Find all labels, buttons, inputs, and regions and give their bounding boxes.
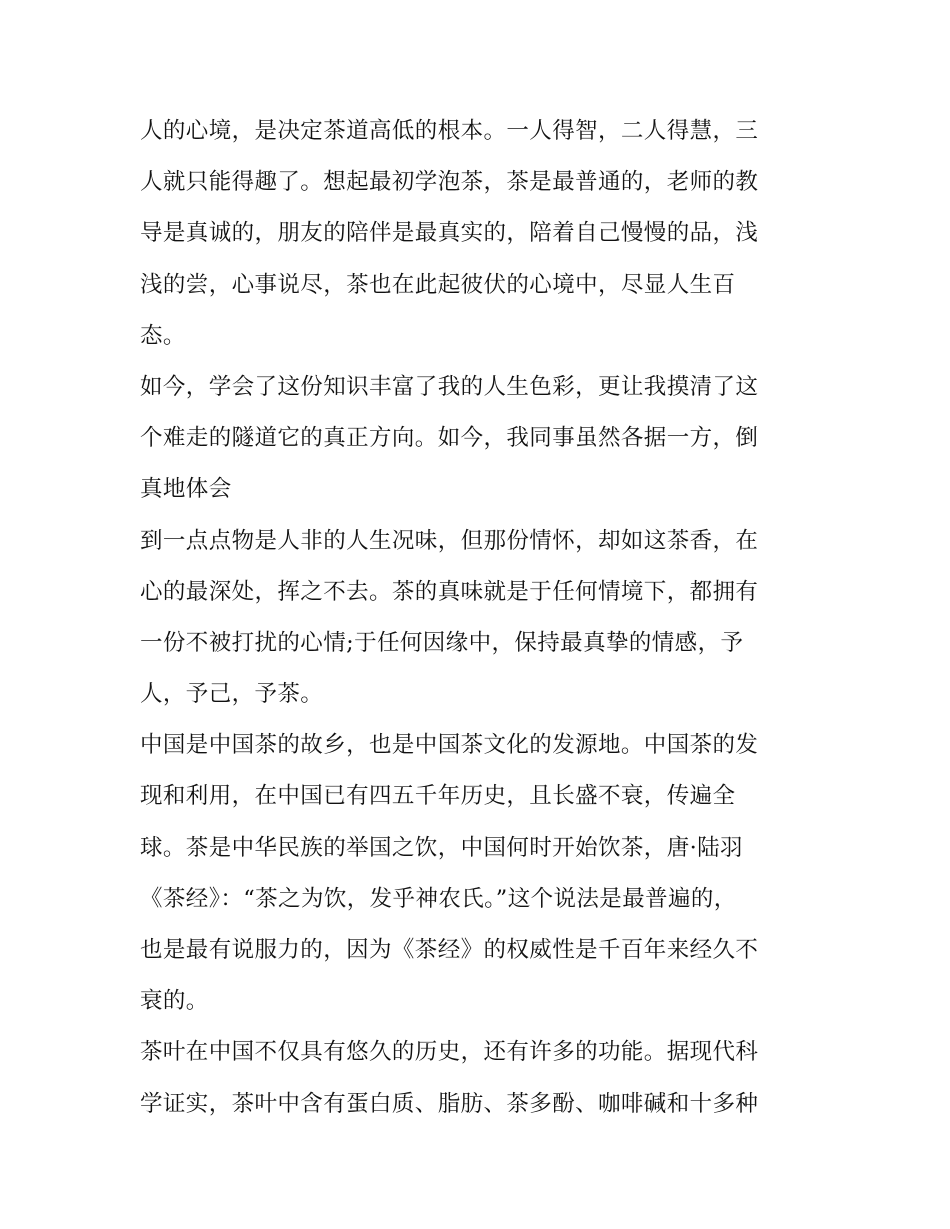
text-line: 真地体会 <box>140 476 232 503</box>
text-line: 茶叶在中国不仅具有悠久的历史，还有许多的功能。据现代科 <box>140 1039 759 1066</box>
text-line: 浅的尝，心事说尽，茶也在此起彼伏的心境中，尽显人生百 <box>140 271 736 298</box>
text-line: 心的最深处，挥之不去。茶的真味就是于任何情境下，都拥有 <box>140 578 759 605</box>
text-line: 人的心境，是决定茶道高低的根本。一人得智，二人得慧，三 <box>140 118 759 144</box>
text-line: 球。茶是中华民族的举国之饮，中国何时开始饮茶，唐·陆羽 <box>140 834 743 861</box>
text-line: 也是最有说服力的，因为《茶经》的权威性是千百年来经久不 <box>140 937 759 963</box>
document-body <box>140 106 820 1130</box>
text-line: 人就只能得趣了。想起最初学泡茶，茶是最普通的，老师的教 <box>140 169 759 196</box>
text-line: 衰的。 <box>140 988 209 1015</box>
text-line: 导是真诚的，朋友的陪伴是最真实的，陪着自己慢慢的品，浅 <box>140 220 759 247</box>
text-line: 一份不被打扰的心情;于任何因缘中，保持最真挚的情感，予 <box>140 629 744 656</box>
text-line: 到一点点物是人非的人生况味，但那份情怀，却如这茶香，在 <box>140 527 759 554</box>
text-line: 中国是中国茶的故乡，也是中国茶文化的发源地。中国茶的发 <box>140 732 759 759</box>
text-line: 个难走的隧道它的真正方向。如今，我同事虽然各据一方，倒 <box>140 425 759 452</box>
text-line: 学证实，茶叶中含有蛋白质、脂肪、茶多酚、咖啡碱和十多种 <box>140 1090 759 1117</box>
text-line: 如今，学会了这份知识丰富了我的人生色彩，更让我摸清了这 <box>140 373 759 400</box>
text-line: 《茶经》：“茶之为饮，发乎神农氏。”这个说法是最普遍的， <box>140 885 737 912</box>
text-line: 态。 <box>140 322 186 349</box>
text-line: 人，予己，予茶。 <box>140 681 324 708</box>
text-line: 现和利用，在中国已有四五千年历史，且长盛不衰，传遍全 <box>140 783 736 810</box>
